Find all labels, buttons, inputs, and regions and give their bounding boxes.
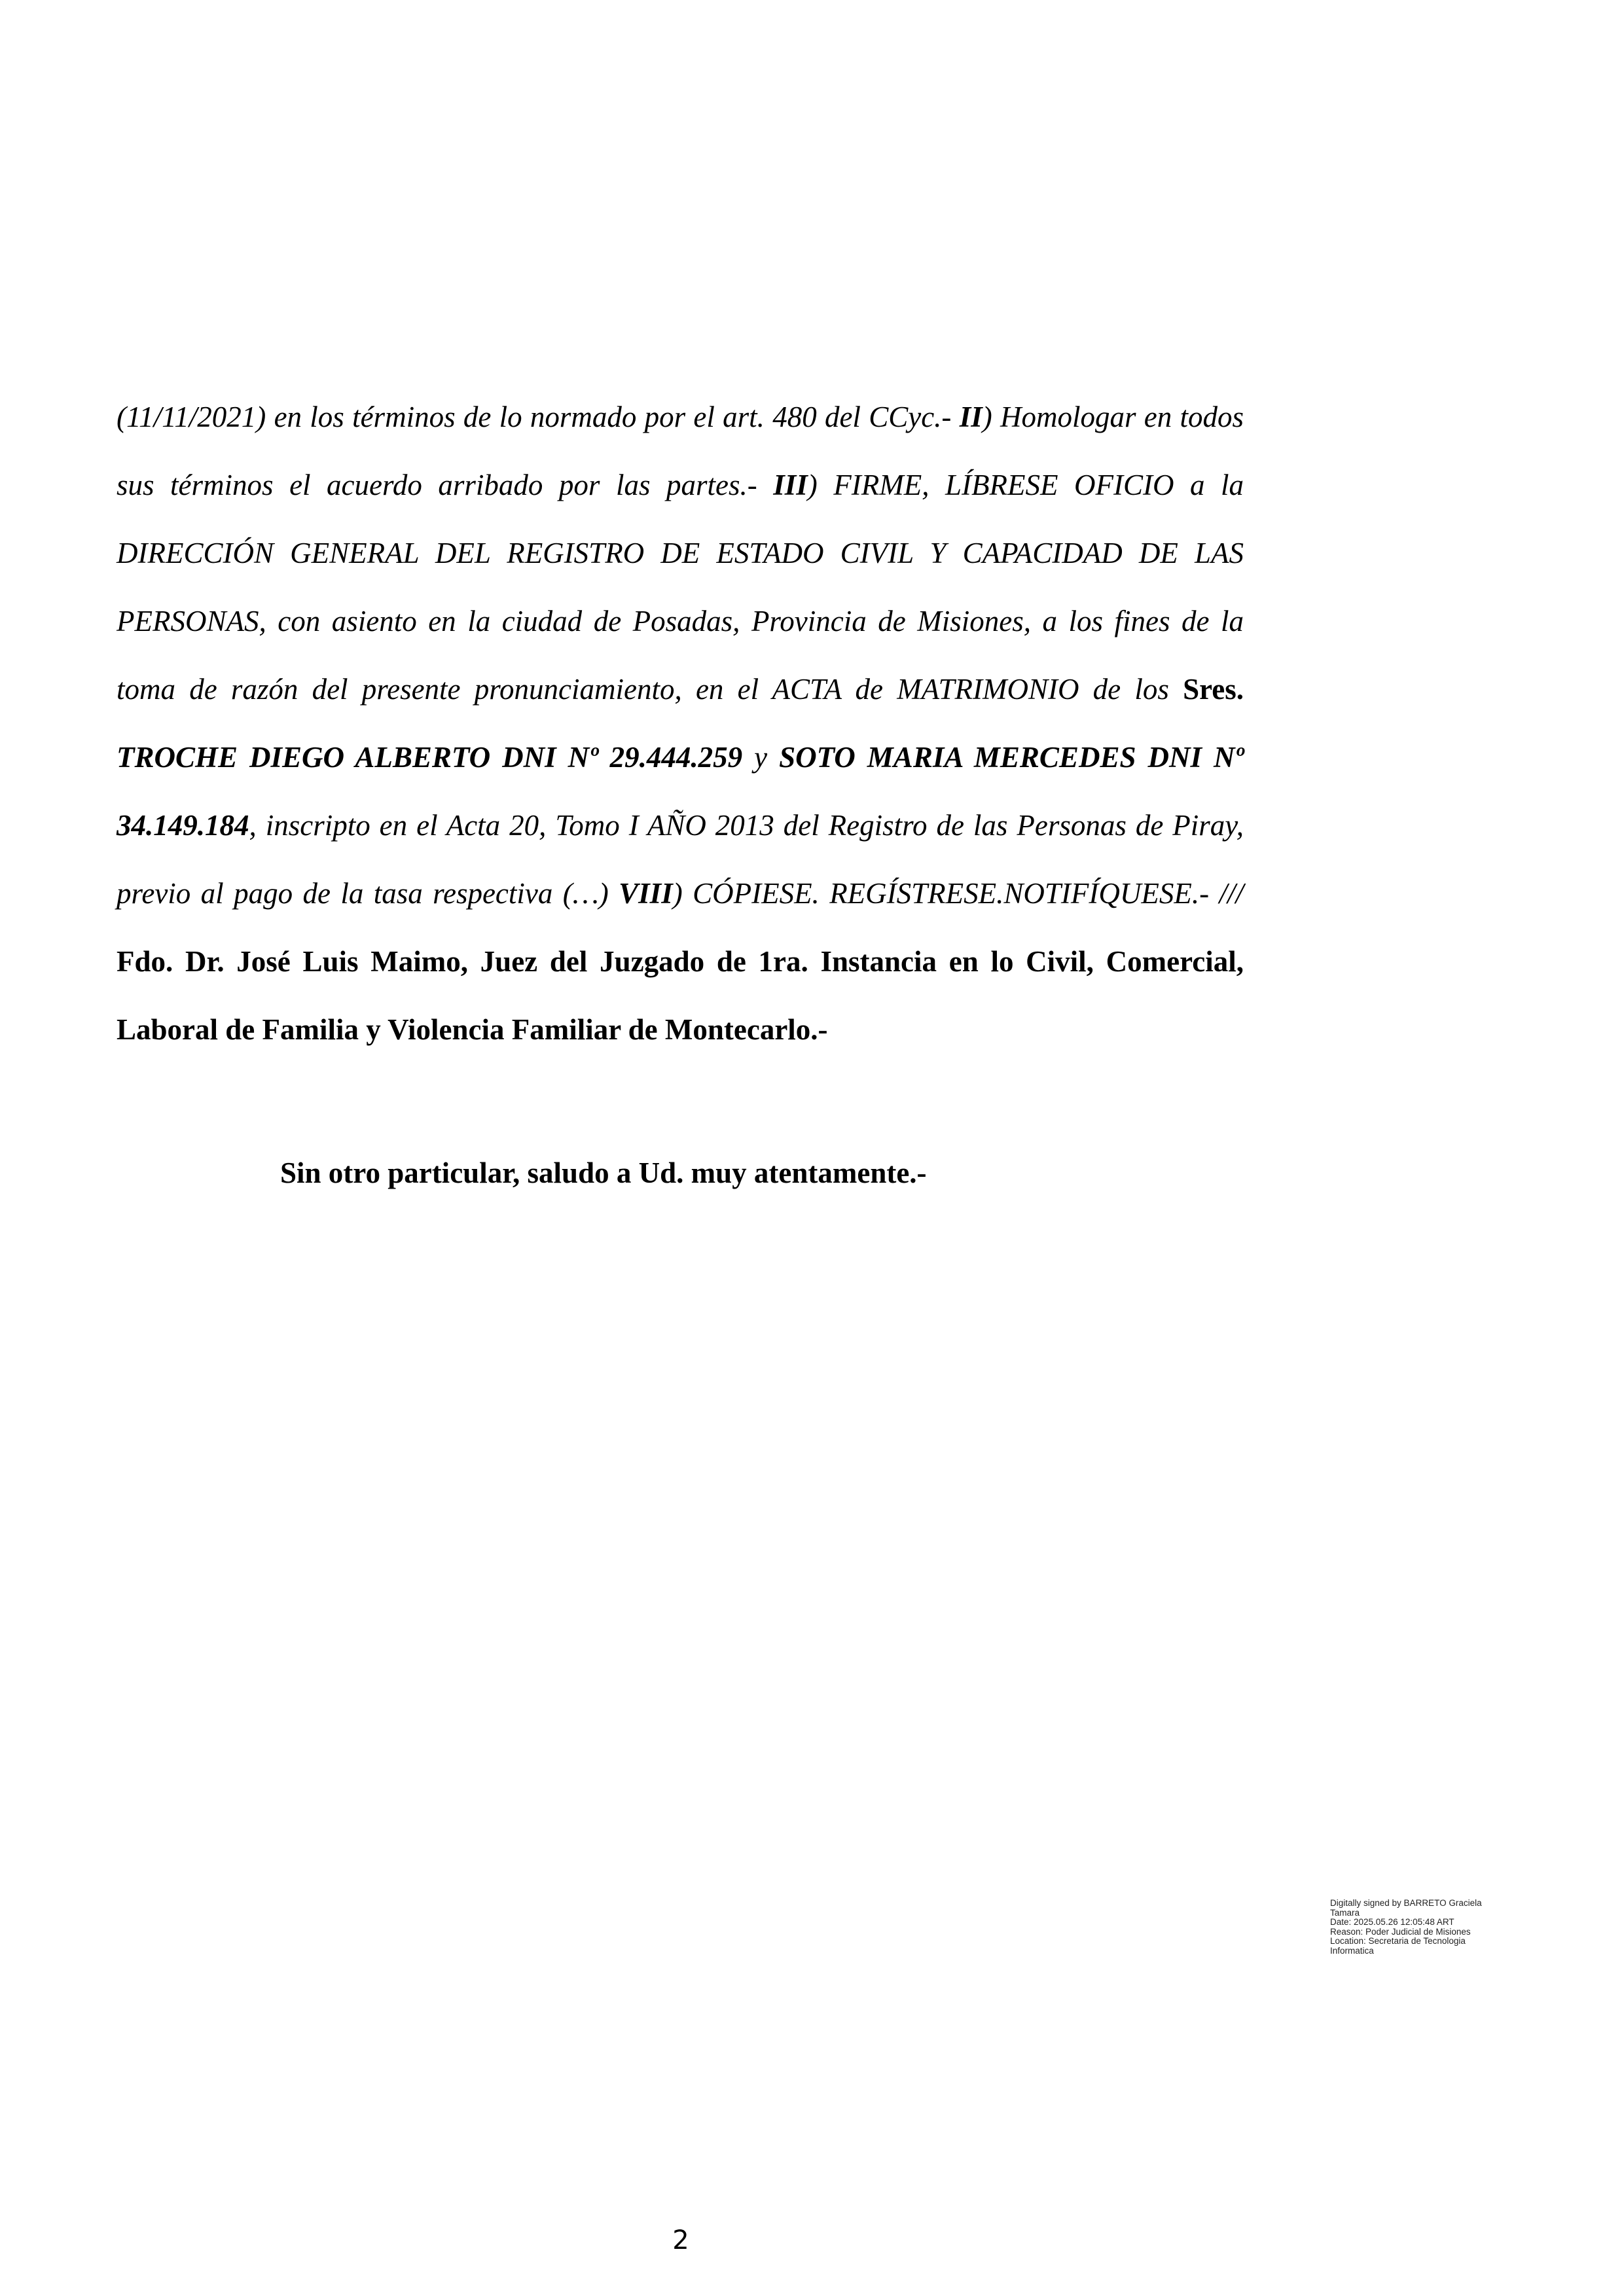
- text-run: Sres.: [1183, 673, 1244, 706]
- page-number: 2: [672, 2225, 689, 2255]
- signature-line: Digitally signed by BARRETO Graciela: [1330, 1898, 1482, 1908]
- text-run: (11/11/2021) en los términos de lo normado por el art. 480 del CCyc.-: [117, 401, 960, 433]
- closing-line: Sin otro particular, saludo a Ud. muy atentamente.-: [280, 1157, 927, 1189]
- signature-reason: Reason: Poder Judicial de Misiones: [1330, 1926, 1471, 1937]
- signature-date: Date: 2025.05.26 12:05:48 ART: [1330, 1917, 1454, 1927]
- text-run: III: [773, 469, 808, 501]
- resolution-paragraph: [117, 383, 1244, 1064]
- text-run: y: [742, 741, 780, 774]
- party-name-1: TROCHE DIEGO ALBERTO DNI Nº 29.444.259: [117, 741, 743, 774]
- text-run: ) FIRME, LÍBRESE OFICIO a la DIRECCIÓN GENERAL DEL REGISTRO DE ESTADO CIVIL Y CAPACIDAD DE LAS PERSONAS, con asiento en la ciudad de Posadas, Provincia de Misiones, a los fines de la toma de razón del presente pronunciamiento, en el ACTA de MATRIMONIO de los: [117, 469, 1244, 706]
- signature-line: Informatica: [1330, 1945, 1374, 1956]
- digital-signature-stamp: [1330, 1899, 1526, 1956]
- text-run: , inscripto en el Acta 20, Tomo I AÑO 2013 del Registro de las Personas de Piray, previo al pago de la tasa respectiva (…): [117, 809, 1244, 910]
- text-run: VIII: [619, 877, 673, 910]
- signature-line: Tamara: [1330, 1907, 1360, 1918]
- text-run: ) Homologar en todos sus términos el acuerdo arribado por las partes.-: [117, 401, 1244, 501]
- judge-signature-text: Fdo. Dr. José Luis Maimo, Juez del Juzgado de 1ra. Instancia en lo Civil, Comercial, Laboral de Familia y Violencia Familiar de Montecarlo.-: [117, 945, 1244, 1046]
- text-run: ) CÓPIESE. REGÍSTRESE.NOTIFÍQUESE.- ///: [672, 877, 1244, 910]
- text-run: II: [959, 401, 983, 433]
- party-name-2: SOTO MARIA MERCEDES DNI Nº 34.149.184: [117, 741, 1244, 842]
- signature-location: Location: Secretaria de Tecnologia: [1330, 1936, 1466, 1946]
